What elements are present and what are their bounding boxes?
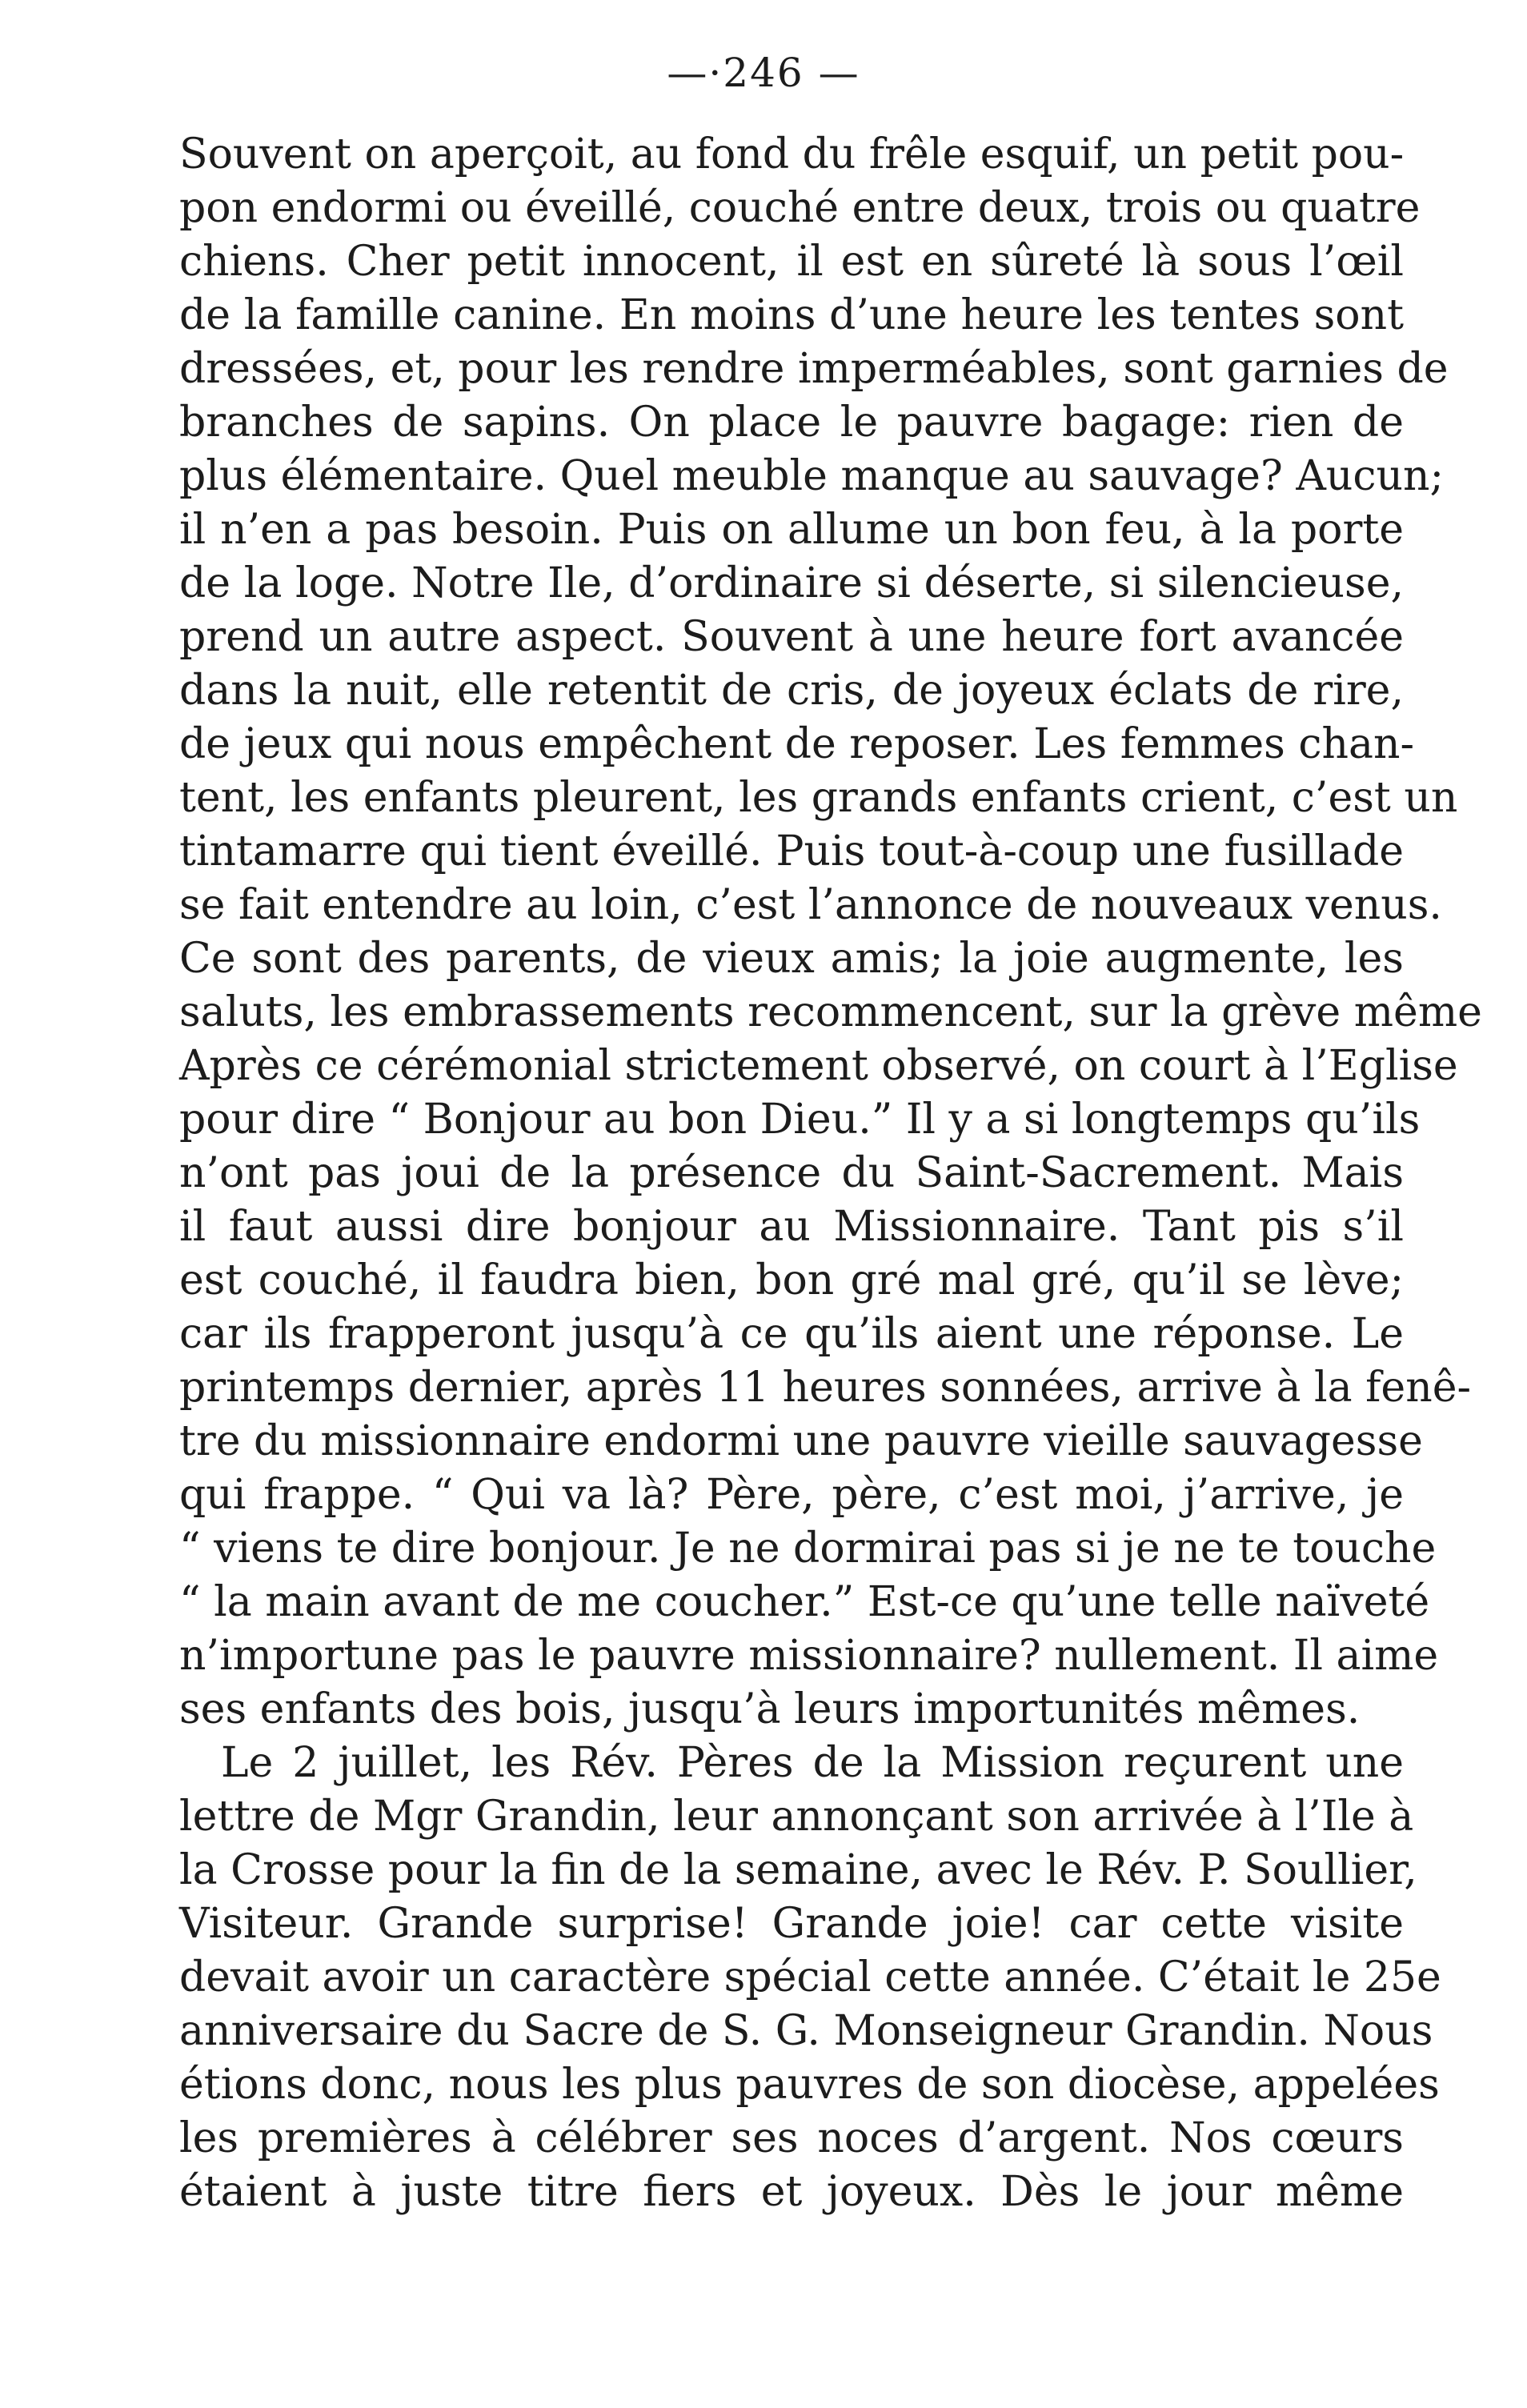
- text-line: tintamarre qui tient éveillé. Puis tout-à-coup une fusillade: [179, 827, 1404, 875]
- text-line: les premières à célébrer ses noces d’argent. Nos cœurs: [179, 2114, 1404, 2162]
- text-line: printemps dernier, après 11 heures sonnées, arrive à la fenê-: [179, 1364, 1472, 1412]
- text-line: plus élémentaire. Quel meuble manque au sauvage? Aucun;: [179, 452, 1445, 500]
- text-line: branches de sapins. On place le pauvre bagage: rien de: [179, 399, 1404, 447]
- body-text: [179, 128, 1482, 2219]
- text-line: n’importune pas le pauvre missionnaire? nullement. Il aime: [179, 1632, 1439, 1680]
- text-line: il faut aussi dire bonjour au Missionnaire. Tant pis s’il: [179, 1203, 1404, 1251]
- text-line: prend un autre aspect. Souvent à une heure fort avancée: [179, 613, 1404, 661]
- text-line: “ viens te dire bonjour. Je ne dormirai pas si je ne te touche: [179, 1525, 1437, 1573]
- text-line: qui frappe. “ Qui va là? Père, père, c’est moi, j’arrive, je: [179, 1471, 1404, 1519]
- text-line: tre du missionnaire endormi une pauvre vieille sauvagesse: [179, 1417, 1423, 1465]
- text-line: lettre de Mgr Grandin, leur annonçant son arrivée à l’Ile à: [179, 1793, 1414, 1841]
- text-line: est couché, il faudra bien, bon gré mal gré, qu’il se lève;: [179, 1256, 1404, 1304]
- text-line: “ la main avant de me coucher.” Est-ce qu’une telle naïveté: [179, 1578, 1430, 1626]
- text-line: n’ont pas joui de la présence du Saint-Sacrement. Mais: [179, 1149, 1404, 1197]
- text-line: étaient à juste titre fiers et joyeux. Dès le jour même: [179, 2168, 1404, 2216]
- text-line: étions donc, nous les plus pauvres de son diocèse, appelées: [179, 2061, 1440, 2109]
- text-line: il n’en a pas besoin. Puis on allume un bon feu, à la porte: [179, 506, 1404, 554]
- text-line: ses enfants des bois, jusqu’à leurs importunités mêmes.: [179, 1685, 1361, 1733]
- text-line: pon endormi ou éveillé, couché entre deux, trois ou quatre: [179, 184, 1421, 232]
- page-number: —·246 —: [667, 50, 860, 96]
- text-line: Ce sont des parents, de vieux amis; la joie augmente, les: [179, 935, 1404, 983]
- text-line: de la loge. Notre Ile, d’ordinaire si déserte, si silencieuse,: [179, 559, 1404, 607]
- text-line: devait avoir un caractère spécial cette année. C’était le 25e: [179, 1953, 1441, 2001]
- text-line: saluts, les embrassements recommencent, sur la grève même: [179, 988, 1482, 1036]
- text-line: car ils frapperont jusqu’à ce qu’ils aient une réponse. Le: [179, 1310, 1404, 1358]
- text-line: la Crosse pour la fin de la semaine, avec le Rév. P. Soullier,: [179, 1846, 1417, 1894]
- text-line: se fait entendre au loin, c’est l’annonce de nouveaux venus.: [179, 881, 1442, 929]
- text-line: dressées, et, pour les rendre imperméables, sont garnies de: [179, 345, 1449, 393]
- text-line: anniversaire du Sacre de S. G. Monseigneur Grandin. Nous: [179, 2007, 1433, 2055]
- text-line: pour dire “ Bonjour au bon Dieu.” Il y a si longtemps qu’ils: [179, 1096, 1421, 1144]
- text-line: chiens. Cher petit innocent, il est en sûreté là sous l’œil: [179, 238, 1404, 286]
- text-line: Après ce cérémonial strictement observé, on court à l’Eglise: [179, 1042, 1458, 1090]
- text-line: Souvent on aperçoit, au fond du frêle esquif, un petit pou-: [179, 130, 1405, 178]
- text-line: Visiteur. Grande surprise! Grande joie! car cette visite: [179, 1900, 1404, 1948]
- text-line: de jeux qui nous empêchent de reposer. Les femmes chan-: [179, 720, 1415, 768]
- text-line: tent, les enfants pleurent, les grands enfants crient, c’est un: [179, 774, 1458, 822]
- text-line: de la famille canine. En moins d’une heure les tentes sont: [179, 291, 1404, 339]
- paragraph-start-line: Le 2 juillet, les Rév. Pères de la Mission reçurent une: [221, 1739, 1404, 1787]
- text-line: dans la nuit, elle retentit de cris, de joyeux éclats de rire,: [179, 667, 1404, 715]
